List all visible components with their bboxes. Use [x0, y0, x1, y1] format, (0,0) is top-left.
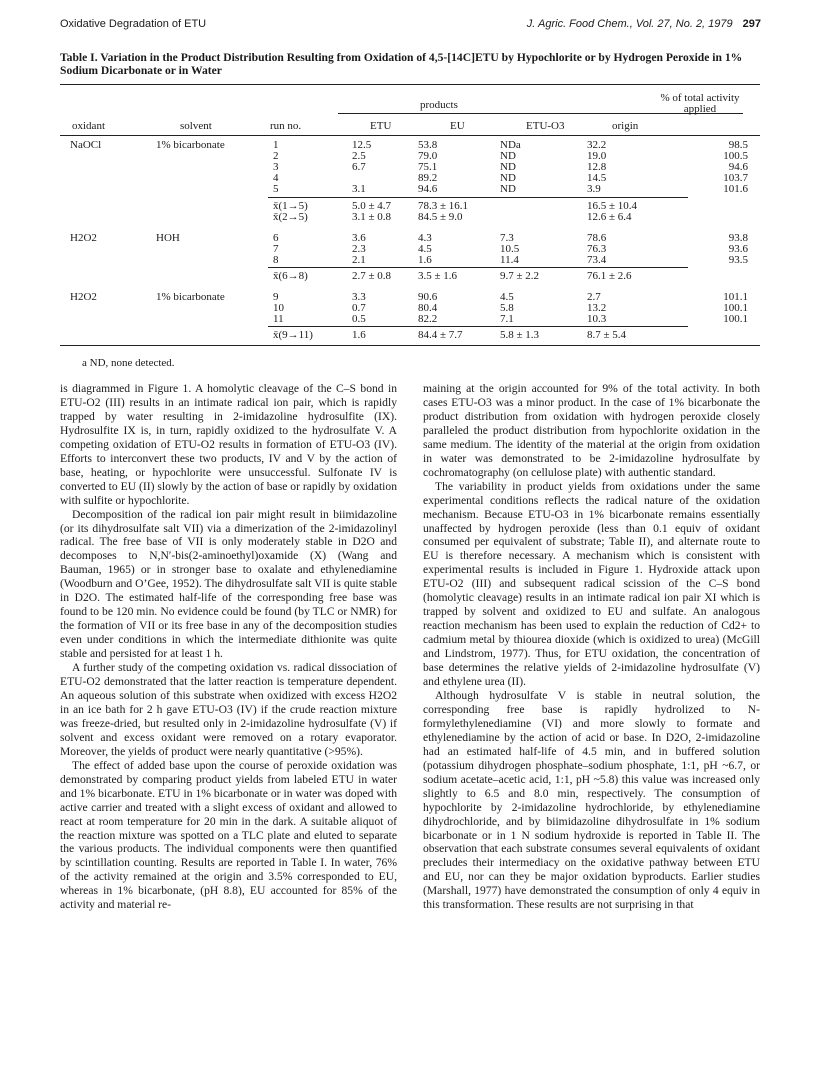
cell-etu: 0.5 — [352, 313, 366, 326]
table-rule — [268, 326, 688, 327]
mean-eu: 3.5 ± 1.6 — [418, 270, 458, 282]
cell-origin: 73.4 — [587, 253, 607, 266]
cell-etuo3: 5.8 — [500, 302, 514, 315]
cell-etuo3: ND — [500, 172, 516, 185]
oxidant-label: H2O2 — [70, 291, 97, 304]
mean-run: x̄(2→5) — [273, 210, 308, 223]
cell-etu: 2.5 — [352, 150, 366, 163]
mean-run: x̄(9→11) — [273, 329, 313, 342]
cell-total: 93.8 — [728, 231, 748, 244]
mean-etu: 3.1 ± 0.8 — [352, 210, 392, 223]
oxidant-label: H2O2 — [70, 231, 97, 244]
table-rule — [60, 345, 760, 346]
mean-origin: 16.5 ± 10.4 — [587, 199, 638, 212]
cell-eu: 94.6 — [418, 183, 438, 196]
cell-run: 1 — [273, 139, 279, 151]
mean-etu: 1.6 — [352, 329, 366, 342]
results-table — [60, 84, 760, 351]
cell-run: 7 — [273, 242, 279, 255]
cell-etu: 3.6 — [352, 231, 366, 244]
cell-eu: 1.6 — [418, 253, 432, 266]
total-activity-header: % of total activity applied — [660, 92, 740, 115]
products-header: products — [420, 99, 458, 111]
cell-origin: 76.3 — [587, 242, 607, 255]
table-caption: Table I. Variation in the Product Distribution Resulting from Oxidation of 4,5-[14C]ETU by Hypochlorite or by Hydrogen Peroxide in 1% Sodium Dicarbonate or in Water — [60, 51, 743, 77]
paragraph: is diagrammed in Figure 1. A homolytic cleavage of the C–S bond in ETU-O2 (III) results in an intimate radical ion pair, which is rapidly trapped by water resulting in 2-imidazoline hydrosulfite (IX). Hydrosulfite IX is, in turn, rapidly oxidized to the hydrosulfate V. A competing oxidation of ETU-O2 results in formation of ETU-O3 (IV). Efforts to interconvert these two products, IV and V by the action of base, heating, or hypochlorite were unsuccessful. Sulfonate IV is converted to EU (II) slowly by the action of base or rapidly by oxidation with sulfite or hypochlorite. — [60, 382, 397, 507]
left-text-column — [60, 382, 397, 912]
mean-origin: 8.7 ± 5.4 — [587, 329, 627, 342]
cell-total: 94.6 — [728, 161, 748, 174]
mean-run: x̄(6→8) — [273, 270, 308, 282]
cell-run: 4 — [273, 172, 279, 185]
cell-total: 98.5 — [728, 139, 748, 151]
cell-etuo3: 7.3 — [500, 231, 514, 244]
cell-etuo3: 4.5 — [500, 291, 514, 304]
mean-eu: 78.3 ± 16.1 — [418, 199, 469, 212]
mean-etu: 5.0 ± 4.7 — [352, 199, 392, 212]
cell-total: 100.1 — [723, 313, 748, 326]
cell-etuo3: 11.4 — [500, 253, 519, 266]
cell-origin: 78.6 — [587, 231, 607, 244]
paragraph: maining at the origin accounted for 9% of the total activity. In both cases ETU-O3 was a minor product. In the case of 1% bicarbonate the product distribution from oxidation with hydrogen peroxide closely paralleled the product distribution from hypochlorite oxidation in the same medium. The identity of the material at the origin from oxidation in water was demonstrated to be 2-imidazoline hydrosulfate by cochromatography (on cellulose plate) with authentic standard. — [423, 382, 760, 479]
cell-origin: 13.2 — [587, 302, 607, 315]
column-header-etuo3: ETU-O3 — [526, 120, 565, 132]
cell-eu: 82.2 — [418, 313, 438, 326]
cell-eu: 75.1 — [418, 161, 438, 174]
solvent-label: 1% bicarbonate — [156, 139, 225, 151]
cell-etu: 6.7 — [352, 161, 366, 174]
column-header-solvent: solvent — [180, 120, 212, 132]
cell-origin: 14.5 — [587, 172, 607, 185]
column-header-run: run no. — [270, 120, 302, 132]
column-header-eu: EU — [450, 120, 465, 132]
cell-total: 100.5 — [723, 150, 748, 163]
right-text-column — [423, 382, 760, 912]
cell-run: 3 — [273, 161, 279, 174]
cell-run: 9 — [273, 291, 279, 304]
cell-total: 100.1 — [723, 302, 748, 315]
column-header-oxidant: oxidant — [72, 120, 105, 132]
cell-origin: 2.7 — [587, 291, 601, 304]
cell-eu: 53.8 — [418, 139, 438, 151]
cell-total: 93.6 — [728, 242, 748, 255]
cell-etuo3: ND — [500, 161, 516, 174]
paragraph: Although hydrosulfate V is stable in neutral solution, the corresponding free base is rapidly hydrolized to N-formylethylenediamine (VI) and more slowly to formate and ethylenediamine by the action of acid or base. In D2O, 2-imidazoline had an estimated half-life of 4.5 min, and in buffered solution (potassium dihydrogen phosphate–sodium phosphate, 1:1, pH ~6.7, or sodium acetate–acetic acid, 1:1, pH ~5.8) this value was increased only slightly to 6.5 and 8.0 min, respectively. The consumption of hypochlorite by 2-imidazoline hydrochloride, by ethylenediamine dihydrochloride, and by biimidazoline dihydrosulfate in 1% sodium bicarbonate or in 1 N sodium hydroxide is reported in Table II. The observation that each substrate consumes several equivalents of oxidant precludes their intermediacy on the oxidative pathway between ETU and EU, nor can they be major oxidation byproducts. Earlier studies (Marshall, 1977) have demonstrated the consumption of only 4 equiv in this transformation. These results are not surprising in that — [423, 688, 760, 912]
mean-etuo3: 5.8 ± 1.3 — [500, 329, 540, 342]
cell-eu: 4.3 — [418, 231, 432, 244]
cell-origin: 19.0 — [587, 150, 607, 163]
mean-origin: 76.1 ± 2.6 — [587, 270, 632, 282]
cell-etu: 3.3 — [352, 291, 366, 304]
paragraph: Decomposition of the radical ion pair might result in biimidazoline (or its dihydrosulfate salt VII) via a dimerization of the 2-imidazolinyl radical. The free base of VII is only moderately stable in D2O and decomposes to N,N′-bis(2-aminoethyl)oxamide (X) (Wang and Bauman, 1965) or in stronger base to oxalate and ethylenediamine (Woodburn and O’Gee, 1952). The dihydrosulfate salt VII is quite stable in D2O. The estimated half-life of the corresponding free base was found to be 120 min. No evidence could be found (by TLC or NMR) for the formation of VII or its free base in any of the decomposition studies even under conditions in which the intermediate dithionite was quite stable and persisted for at least 1 h. — [60, 507, 397, 661]
cell-etu: 3.1 — [352, 183, 366, 196]
column-header-etu: ETU — [370, 120, 392, 132]
journal-citation: J. Agric. Food Chem., Vol. 27, No. 2, 1979 297 — [526, 18, 761, 30]
cell-run: 5 — [273, 183, 279, 196]
cell-etuo3: ND — [500, 183, 516, 196]
cell-run: 2 — [273, 150, 279, 163]
running-header — [60, 18, 761, 34]
mean-eu: 84.4 ± 7.7 — [418, 329, 463, 342]
column-header-origin: origin — [612, 120, 639, 132]
solvent-label: HOH — [156, 231, 180, 244]
cell-etuo3: 7.1 — [500, 313, 514, 326]
table-rule — [60, 135, 760, 136]
table-rule — [60, 84, 760, 85]
cell-total: 93.5 — [728, 253, 748, 266]
cell-eu: 90.6 — [418, 291, 438, 304]
table-rule — [268, 197, 688, 198]
cell-etu: 2.3 — [352, 242, 366, 255]
cell-origin: 32.2 — [587, 139, 607, 151]
mean-run: x̄(1→5) — [273, 199, 308, 212]
cell-run: 10 — [273, 302, 284, 315]
cell-total: 101.6 — [723, 183, 748, 196]
mean-eu: 84.5 ± 9.0 — [418, 210, 463, 223]
cell-etuo3: NDa — [500, 139, 521, 151]
paragraph: The effect of added base upon the course of peroxide oxidation was demonstrated by comparing product yields from labeled ETU in water and 1% bicarbonate. ETU in 1% bicarbonate or in water was doped with active carrier and treated with a slight excess of oxidant and allowed to react at room temperature for 20 min in the dark. A suitable aliquot of the reaction mixture was spotted on a TLC plate and eluted to separate the various products. The individual components were then quantified by scintillation counting. Results are reported in Table I. In water, 76% of the activity remained at the origin and 3.5% corresponded to EU, whereas in 1% bicarbonate, (pH 8.8), EU accounted for 85% of the activity and material re- — [60, 758, 397, 912]
cell-eu: 79.0 — [418, 150, 438, 163]
cell-run: 8 — [273, 253, 279, 266]
table-footnote: a ND, none detected. — [82, 357, 175, 369]
cell-eu: 89.2 — [418, 172, 438, 185]
cell-etu: 2.1 — [352, 253, 366, 266]
page-number: 297 — [742, 18, 761, 30]
paragraph: A further study of the competing oxidation vs. radical dissociation of ETU-O2 demonstrated that the latter reaction is temperature dependent. An aqueous solution of this substrate when oxidized with excess H2O2 in an ice bath for 2 h gave ETU-O3 (IV) if the crude reaction mixture was freeze-dried, but resulted only in 2-imidazoline hydrosulfate (V) if solvent and excess oxidant were removed on a rotary evaporator. Moreover, the yields of product were nearly quantitative (>95%). — [60, 661, 397, 758]
running-title: Oxidative Degradation of ETU — [60, 18, 207, 30]
solvent-label: 1% bicarbonate — [156, 291, 225, 304]
cell-etuo3: ND — [500, 150, 516, 163]
cell-origin: 12.8 — [587, 161, 607, 174]
cell-etu: 12.5 — [352, 139, 372, 151]
table-rule — [268, 267, 688, 268]
mean-etuo3: 9.7 ± 2.2 — [500, 270, 540, 282]
cell-eu: 80.4 — [418, 302, 438, 315]
cell-origin: 10.3 — [587, 313, 607, 326]
cell-run: 11 — [273, 313, 284, 326]
mean-etu: 2.7 ± 0.8 — [352, 270, 392, 282]
cell-total: 103.7 — [723, 172, 748, 185]
paragraph: The variability in product yields from oxidations under the same experimental conditions reflects the radical nature of the oxidation mechanism. Because ETU-O3 in 1% bicarbonate remains essentially unaffected by hydrogen peroxide (less than 0.1 equiv of oxidant consumed per equivalent of substrate; Table II), and alternate route to EU is therefore necessary. A mechanism which is consistent with experimental results is included in Figure 1. Hydroxide attack upon ETU-O2 (III) and subsequent radical scission of the C–S bond (homolytic cleavage) results in an intimate radical ion pair XI which is trapped by solvent and oxidized to EU and sulfate. An analogous reaction mechanism has been used to explain the reduction of Cd2+ to cadmium metal by thiourea dioxide (which is oxidized to urea) (McGill and Lindstrom, 1977). Thus, for ETU oxidation, the concentration of base determines the relative yields of 2-imidazoline hydrosulfate (V) and ethylene urea (II). — [423, 479, 760, 689]
cell-run: 6 — [273, 231, 279, 244]
oxidant-label: NaOCl — [70, 139, 102, 151]
mean-origin: 12.6 ± 6.4 — [587, 210, 632, 223]
cell-etuo3: 10.5 — [500, 242, 520, 255]
cell-eu: 4.5 — [418, 242, 432, 255]
cell-total: 101.1 — [723, 291, 748, 304]
cell-etu: 0.7 — [352, 302, 366, 315]
cell-origin: 3.9 — [587, 183, 601, 196]
